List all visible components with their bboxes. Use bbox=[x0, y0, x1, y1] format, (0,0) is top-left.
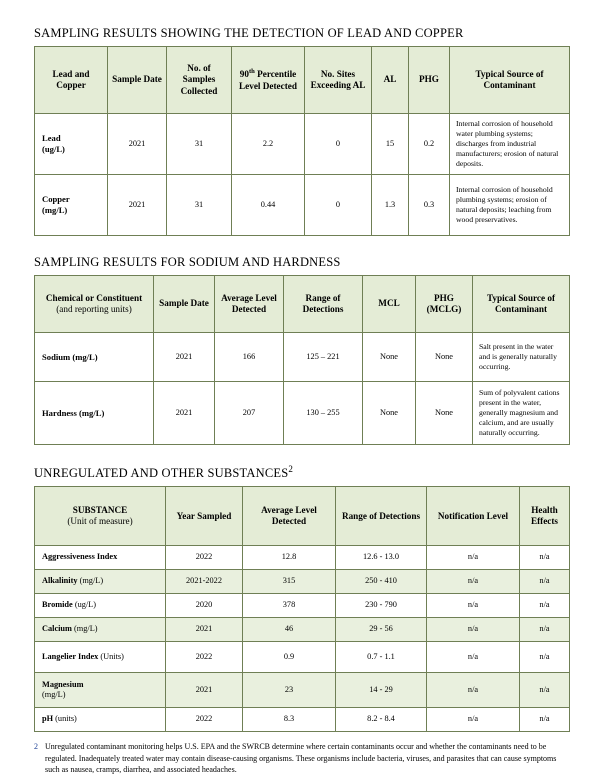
cell-year: 2021 bbox=[166, 673, 243, 708]
cell-range: 250 - 410 bbox=[336, 570, 427, 594]
cell-source: Sum of polyvalent cations present in the water, generally magnesium and calcium, and are usually naturally occurring. bbox=[473, 382, 570, 445]
section-title-footnote-ref: 2 bbox=[288, 464, 294, 474]
table-header-row bbox=[35, 487, 570, 546]
cell-al: 15 bbox=[372, 114, 409, 175]
cell-health: n/a bbox=[520, 546, 570, 570]
cell-al: 1.3 bbox=[372, 175, 409, 236]
cell-analyte bbox=[35, 114, 108, 175]
cell-health: n/a bbox=[520, 708, 570, 732]
cell-phg: 0.3 bbox=[409, 175, 450, 236]
cell-notification: n/a bbox=[427, 642, 520, 673]
cell-sample-date: 2021 bbox=[108, 114, 167, 175]
cell-year: 2021-2022 bbox=[166, 570, 243, 594]
cell-mcl: None bbox=[363, 382, 416, 445]
cell-exceeding: 0 bbox=[305, 175, 372, 236]
cell-mcl: None bbox=[363, 333, 416, 382]
cell-percentile: 0.44 bbox=[232, 175, 305, 236]
table-row bbox=[35, 708, 570, 732]
cell-notification: n/a bbox=[427, 546, 520, 570]
table-row bbox=[35, 333, 570, 382]
col-sample-date: Sample Date bbox=[108, 47, 167, 114]
cell-range: 0.7 - 1.1 bbox=[336, 642, 427, 673]
cell-percentile: 2.2 bbox=[232, 114, 305, 175]
footnote bbox=[34, 741, 572, 775]
col-average-level-detected: Average Level Detected bbox=[243, 487, 336, 546]
cell-phg: 0.2 bbox=[409, 114, 450, 175]
col-range-of-detections: Range of Detections bbox=[284, 276, 363, 333]
cell-notification: n/a bbox=[427, 708, 520, 732]
cell-sample-date: 2021 bbox=[154, 382, 215, 445]
cell-range: 29 - 56 bbox=[336, 618, 427, 642]
col-phg: PHG bbox=[409, 47, 450, 114]
col-chemical-or-constituent: Chemical or Constituent (and reporting units) bbox=[35, 276, 154, 333]
table-row bbox=[35, 546, 570, 570]
cell-year: 2021 bbox=[166, 618, 243, 642]
table-row bbox=[35, 618, 570, 642]
footnote-number: 2 bbox=[34, 742, 38, 752]
table-row bbox=[35, 570, 570, 594]
cell-source: Salt present in the water and is generally naturally occurring. bbox=[473, 333, 570, 382]
substance-name: Alkalinity bbox=[42, 576, 78, 586]
footnote-text: Unregulated contaminant monitoring helps U.S. EPA and the SWRCB determine where certain contaminants occur and whether the contaminants need to be regulated. Inadequately treated water may contain disease-causing organisms. These organisms include bacteria, viruses, and parasites that can cause symptoms such as nausea, cramps, diarrhea, and associated headaches. bbox=[45, 742, 557, 774]
cell-substance bbox=[35, 570, 166, 594]
col-year-sampled: Year Sampled bbox=[166, 487, 243, 546]
substance-unit: (mg/L) bbox=[79, 576, 104, 586]
col-notification-level: Notification Level bbox=[427, 487, 520, 546]
cell-substance bbox=[35, 673, 166, 708]
table-row bbox=[35, 673, 570, 708]
substance-unit: (units) bbox=[55, 714, 77, 724]
col-phg-mclg: PHG (MCLG) bbox=[416, 276, 473, 333]
table-header-row bbox=[35, 47, 570, 114]
substance-name: Langelier Index bbox=[42, 651, 99, 661]
col-mcl: MCL bbox=[363, 276, 416, 333]
cell-samples: 31 bbox=[167, 114, 232, 175]
cell-average: 23 bbox=[243, 673, 336, 708]
cell-range: 12.6 - 13.0 bbox=[336, 546, 427, 570]
cell-year: 2020 bbox=[166, 594, 243, 618]
cell-range: 230 - 790 bbox=[336, 594, 427, 618]
cell-substance bbox=[35, 546, 166, 570]
table-lead-copper bbox=[34, 46, 570, 236]
section-title-unregulated bbox=[34, 464, 572, 481]
col-90th-percentile: 90th Percentile Level Detected bbox=[232, 47, 305, 114]
cell-substance bbox=[35, 594, 166, 618]
cell-samples: 31 bbox=[167, 175, 232, 236]
cell-range: 8.2 - 8.4 bbox=[336, 708, 427, 732]
cell-health: n/a bbox=[520, 618, 570, 642]
cell-notification: n/a bbox=[427, 673, 520, 708]
cell-notification: n/a bbox=[427, 570, 520, 594]
col-health-effects: Health Effects bbox=[520, 487, 570, 546]
col-substance: SUBSTANCE (Unit of measure) bbox=[35, 487, 166, 546]
analyte-unit: (ug/L) bbox=[42, 144, 65, 154]
cell-notification: n/a bbox=[427, 594, 520, 618]
col-typical-source: Typical Source of Contaminant bbox=[473, 276, 570, 333]
table-row bbox=[35, 175, 570, 236]
table-row bbox=[35, 594, 570, 618]
cell-constituent: Hardness (mg/L) bbox=[35, 382, 154, 445]
section-title-lead-copper: SAMPLING RESULTS SHOWING THE DETECTION OF LEAD AND COPPER bbox=[34, 26, 464, 40]
col-range-of-detections: Range of Detections bbox=[336, 487, 427, 546]
cell-average: 46 bbox=[243, 618, 336, 642]
col-average-level-detected: Average Level Detected bbox=[215, 276, 284, 333]
table-row bbox=[35, 382, 570, 445]
cell-average: 0.9 bbox=[243, 642, 336, 673]
cell-year: 2022 bbox=[166, 642, 243, 673]
cell-sample-date: 2021 bbox=[154, 333, 215, 382]
substance-name: Bromide bbox=[42, 600, 73, 610]
cell-phg: None bbox=[416, 333, 473, 382]
cell-constituent: Sodium (mg/L) bbox=[35, 333, 154, 382]
cell-range: 125 – 221 bbox=[284, 333, 363, 382]
table-sodium-hardness bbox=[34, 275, 570, 445]
cell-average: 8.3 bbox=[243, 708, 336, 732]
substance-unit: (ug/L) bbox=[74, 600, 97, 610]
cell-health: n/a bbox=[520, 642, 570, 673]
section-title-text: UNREGULATED AND OTHER SUBSTANCES bbox=[34, 466, 289, 481]
table-row bbox=[35, 114, 570, 175]
cell-range: 130 – 255 bbox=[284, 382, 363, 445]
cell-year: 2022 bbox=[166, 708, 243, 732]
substance-name: Aggressiveness Index bbox=[42, 552, 118, 562]
substance-name: Calcium bbox=[42, 624, 72, 634]
col-lead-and-copper: Lead and Copper bbox=[35, 47, 108, 114]
cell-average: 207 bbox=[215, 382, 284, 445]
cell-health: n/a bbox=[520, 673, 570, 708]
cell-analyte bbox=[35, 175, 108, 236]
cell-substance bbox=[35, 642, 166, 673]
analyte-name: Lead bbox=[42, 133, 61, 144]
substance-name: Magnesium bbox=[42, 679, 84, 689]
cell-average: 12.8 bbox=[243, 546, 336, 570]
substance-unit: (mg/L) bbox=[74, 624, 98, 634]
cell-health: n/a bbox=[520, 594, 570, 618]
cell-average: 166 bbox=[215, 333, 284, 382]
cell-range: 14 - 29 bbox=[336, 673, 427, 708]
col-no-samples-collected: No. of Samples Collected bbox=[167, 47, 232, 114]
table-unregulated-substances bbox=[34, 486, 570, 732]
cell-year: 2022 bbox=[166, 546, 243, 570]
cell-health: n/a bbox=[520, 570, 570, 594]
cell-substance bbox=[35, 618, 166, 642]
substance-unit: (mg/L) bbox=[42, 690, 66, 700]
cell-source: Internal corrosion of household plumbing systems; erosion of natural deposits; leaching from wood preservatives. bbox=[450, 175, 570, 236]
table-row bbox=[35, 642, 570, 673]
analyte-unit: (mg/L) bbox=[42, 205, 68, 215]
substance-unit: (Units) bbox=[100, 651, 124, 661]
cell-exceeding: 0 bbox=[305, 114, 372, 175]
col-sample-date: Sample Date bbox=[154, 276, 215, 333]
table-header-row bbox=[35, 276, 570, 333]
col-al: AL bbox=[372, 47, 409, 114]
substance-name: pH bbox=[42, 714, 54, 724]
cell-average: 315 bbox=[243, 570, 336, 594]
analyte-name: Copper bbox=[42, 194, 70, 205]
cell-notification: n/a bbox=[427, 618, 520, 642]
col-no-sites-exceeding-al: No. Sites Exceeding AL bbox=[305, 47, 372, 114]
col-typical-source: Typical Source of Contaminant bbox=[450, 47, 570, 114]
cell-average: 378 bbox=[243, 594, 336, 618]
cell-substance bbox=[35, 708, 166, 732]
cell-sample-date: 2021 bbox=[108, 175, 167, 236]
cell-phg: None bbox=[416, 382, 473, 445]
cell-source: Internal corrosion of household water plumbing systems; discharges from industrial manufacturers; erosion of natural deposits. bbox=[450, 114, 570, 175]
section-title-sodium-hardness: SAMPLING RESULTS FOR SODIUM AND HARDNESS bbox=[34, 255, 341, 269]
